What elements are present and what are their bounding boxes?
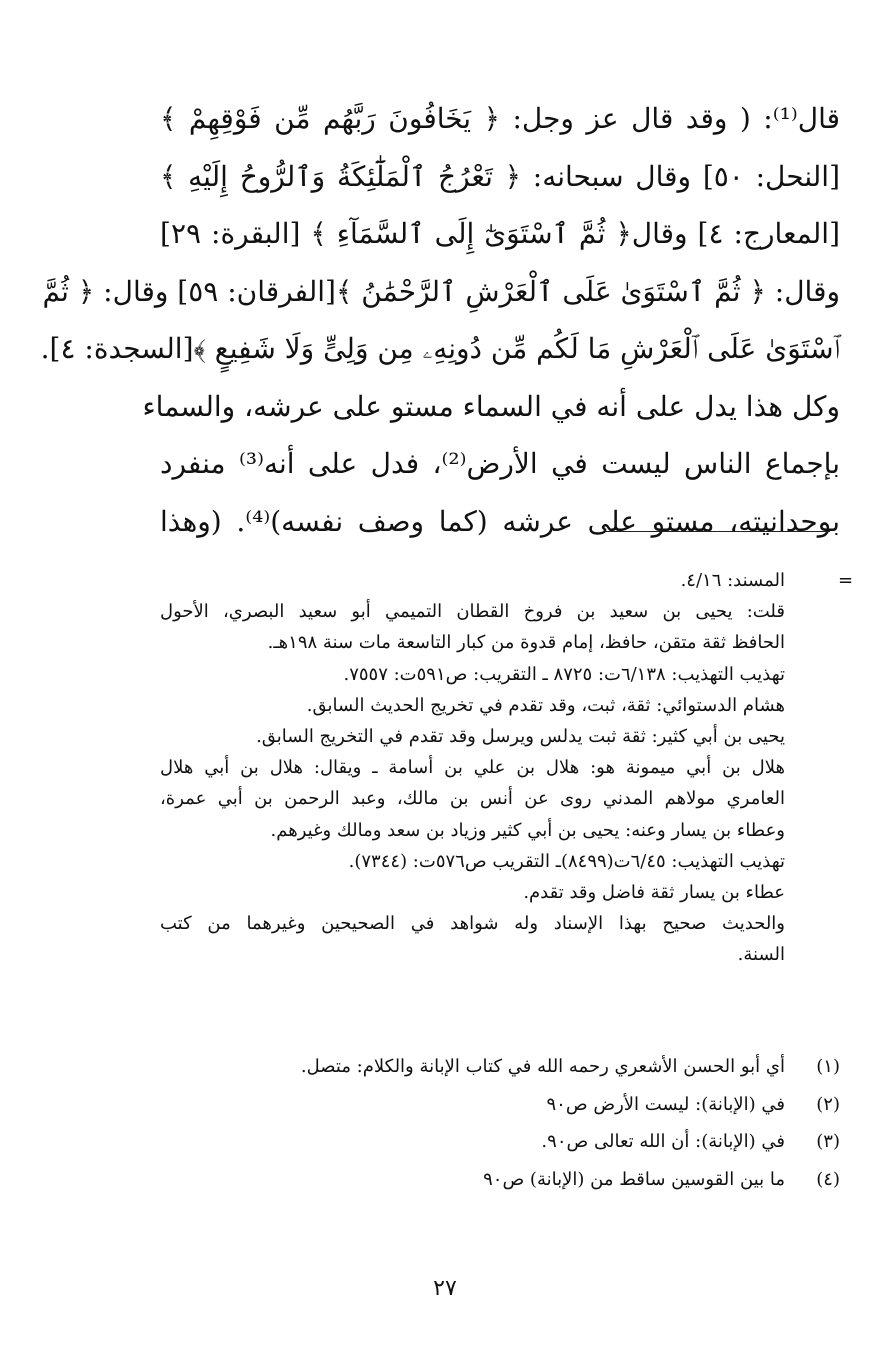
footnote-text: في (الإبانة): أن الله تعالى ص٩٠. <box>541 1131 785 1152</box>
footnote-item <box>160 1123 840 1161</box>
footnote-number: (١) <box>816 1056 840 1077</box>
main-text-line: بإجماع الناس ليست في الأرض⁽²⁾، فدل على أنه⁽³⁾ منفرد <box>160 447 840 480</box>
footnote-line: هشام الدستوائي: ثقة، ثبت، وقد تقدم في تخريج الحديث السابق. <box>306 694 785 716</box>
footnote-text: في (الإبانة): ليست الأرض ص٩٠ <box>546 1093 785 1115</box>
main-text-line: بوحدانيته، مستو على عرشه (كما وصف نفسه)⁽⁴⁾. (وهذا <box>160 504 840 538</box>
footnote-text: أي أبو الحسن الأشعري رحمه الله في كتاب الإبانة والكلام: متصل. <box>300 1056 785 1077</box>
footnote-text: ما بين القوسين ساقط من (الإبانة) ص٩٠ <box>483 1168 785 1190</box>
footnote-separator <box>605 531 830 532</box>
footnote-line: العامري مولاهم المدني روى عن أنس بن مالك، وعبد الرحمن بن أبي عمرة، <box>160 788 785 810</box>
footnote-item <box>160 1086 840 1124</box>
footnote-line: قلت: يحيى بن سعيد بن فروخ القطان التميمي أبو سعيد البصري، الأحول <box>160 601 785 623</box>
footnote-line: هلال بن أبي ميمونة هو: هلال بن علي بن أسامة ـ ويقال: هلال بن أبي هلال <box>160 757 785 779</box>
footnote-line: الحافظ ثقة متقن، حافظ، إمام قدوة من كبار التاسعة مات سنة ١٩٨هـ. <box>267 632 785 654</box>
footnote-continuation-block <box>160 565 785 970</box>
footnote-line: تهذيب التهذيب: ٦/٤٥ت(٨٤٩٩)ـ التقريب ص٥٧٦ت: (٧٣٤٤). <box>348 850 785 872</box>
footnote-line: تهذيب التهذيب: ٦/١٣٨ت: ٨٧٢٥ ـ التقريب: ص٥٩١ت: ٧٥٥٧. <box>343 663 785 685</box>
main-text-line: قال⁽¹⁾: ( وقد قال عز وجل: ﴿ يَخَافُونَ رَبَّهُم مِّن فَوْقِهِمْ ﴾ <box>160 102 840 135</box>
footnote-number: (٣) <box>816 1131 840 1152</box>
footnote-line: السنة. <box>737 944 785 966</box>
footnote-number: (٢) <box>816 1093 840 1115</box>
page-number: ٢٧ <box>433 1276 457 1301</box>
main-text-line: [المعارج: ٤] وقال﴿ ثُمَّ ٱسْتَوَىٰٓ إِلَى ٱلسَّمَآءِ ﴾ [البقرة: ٢٩] <box>160 217 840 250</box>
footnote-line: وعطاء بن يسار وعنه: يحيى بن أبي كثير وزياد بن سعد ومالك وغيرهم. <box>270 819 785 841</box>
footnotes-list <box>160 1048 840 1198</box>
footnote-line: يحيى بن أبي كثير: ثقة ثبت يدلس ويرسل وقد تقدم في التخريج السابق. <box>256 725 785 747</box>
footnote-line: المسند: ٤/١٦. <box>680 570 785 591</box>
main-text-line: [النحل: ٥٠] وقال سبحانه: ﴿ تَعْرُجُ ٱلْمَلَٰٓئِكَةُ وَٱلرُّوحُ إِلَيْهِ ﴾ <box>160 159 840 193</box>
footnote-line: والحديث صحيح بهذا الإسناد وله شواهد في الصحيحين وغيرهما من كتب <box>160 913 785 935</box>
main-text-line: ٱسْتَوَىٰ عَلَى ٱلْعَرْشِ مَا لَكُم مِّن دُونِهِۦ مِن وَلِىٍّ وَلَا شَفِيعٍ ﴾[السجدة: ٤]. <box>40 332 840 365</box>
footnote-line: عطاء بن يسار ثقة فاضل وقد تقدم. <box>523 881 785 903</box>
footnote-item <box>160 1161 840 1199</box>
main-text-line: وقال: ﴿ ثُمَّ ٱسْتَوَىٰ عَلَى ٱلْعَرْشِ ٱلرَّحْمَٰنُ ﴾[الفرقان: ٥٩] وقال: ﴿ ثُمَّ <box>42 274 840 308</box>
main-text-line: وكل هذا يدل على أنه في السماء مستو على عرشه، والسماء <box>142 389 840 423</box>
main-text-block <box>40 90 840 550</box>
footnote-number: (٤) <box>816 1168 840 1190</box>
footnote-item <box>160 1048 840 1086</box>
continuation-mark: = <box>838 570 854 591</box>
